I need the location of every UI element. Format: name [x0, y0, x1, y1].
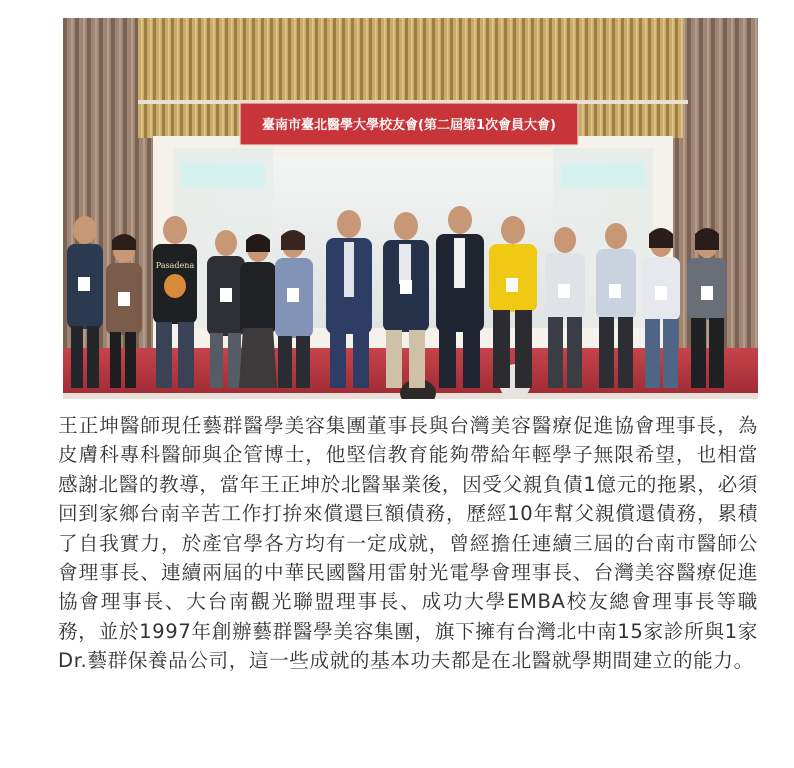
group-photo-drawing	[63, 18, 758, 399]
event-banner-text: 臺南市臺北醫學大學校友會(第二屆第1次會員大會)	[262, 118, 556, 133]
article-paragraph: 王正坤醫師現任藝群醫學美容集團董事長與台灣美容醫療促進協會理事長，為皮膚科專科醫師與企管博士，他堅信教育能夠帶給年輕學子無限希望，也相當感謝北醫的教導，當年王正坤於北醫畢業後，因受父親負債1億元的拖累，必須回到家鄉台南辛苦工作打拚來償還巨額債務，歷經10年幫父親償還債務，累積了自我實力，於產官學各方均有一定成就，曾經擔任連續三屆的台南市醫師公會理事長、連續兩屆的中華民國醫用雷射光電學會理事長、台灣美容醫療促進協會理事長、大台南觀光聯盟理事長、成功大學EMBA校友總會理事長等職務，並於1997年創辦藝群醫學美容集團，旗下擁有台灣北中南15家診所與1家Dr.藝群保養品公司，這一些成就的基本功夫都是在北醫就學期間建立的能力。	[58, 414, 758, 673]
shirt-print-text: Pasadena	[155, 261, 195, 270]
group-photo	[63, 18, 758, 399]
